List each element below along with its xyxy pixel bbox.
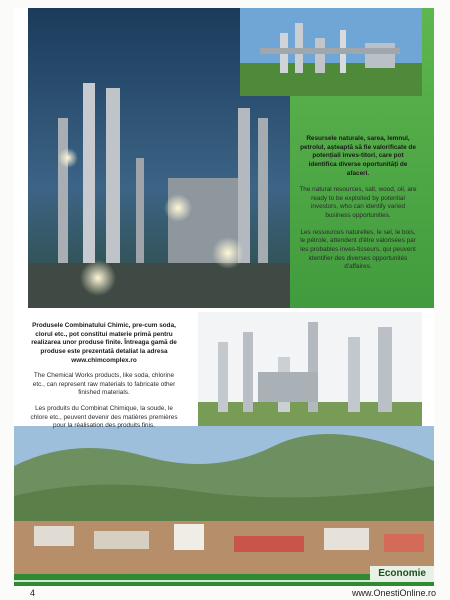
photo-refinery-middle — [198, 312, 422, 426]
photo-town-panorama — [14, 426, 434, 574]
paragraph-ro-bottom: Produsele Combinatului Chimic, pre-cum soda, clorul etc., pot constitui materie primă pentru realizarea unor produse finite. Întreaga gamă de produse este prezentată detaliat la adresa www.chimcomplex.ro — [31, 322, 177, 364]
paragraph-fr-bottom: Les produits du Combinat Chimique, la soude, le chlore etc., peuvent devenir des matières premières pour la réalisation des produits finis. — [30, 405, 178, 430]
paragraph-fr-top: Les ressources naturelles, le sel, le bois, le pétrole, attendent d'être valorisées par les probables inves-tisseurs, qui peuvent identifier des diverses opportunités d'affaires. — [300, 228, 416, 271]
text-block-bottom-left — [28, 322, 180, 438]
photo-refinery-day — [240, 8, 422, 96]
paragraph-en-bottom: The Chemical Works products, like soda, chlorine etc., can represent raw materials to fabricate other finished materials. — [32, 372, 176, 397]
paragraph-ro-top: Resursele naturale, sarea, lemnul, petrolul, așteaptă să fie valorificate de potențiali inves-titori, care pot identifica diverse oportunități de afaceri. — [300, 135, 416, 177]
site-url[interactable]: www.OnestiOnline.ro — [351, 588, 436, 598]
text-block-top-right — [298, 135, 418, 280]
paragraph-en-top: The natural resources, salt, wood, oil, are ready to be exploited by potential investors, who can identify varied business opportunities. — [299, 186, 417, 220]
page-number: 4 — [30, 588, 36, 598]
section-label-economie: Economie — [370, 566, 434, 582]
